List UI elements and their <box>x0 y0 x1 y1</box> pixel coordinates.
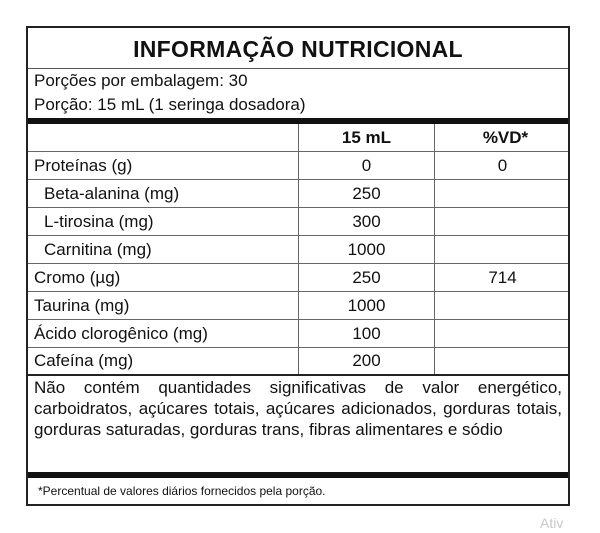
table-row <box>28 208 568 236</box>
header-name <box>34 124 300 151</box>
nutrient-quantity: 200 <box>298 348 434 374</box>
nutrient-quantity: 300 <box>298 208 434 235</box>
nutrient-name: Ácido clorogênico (mg) <box>34 323 208 343</box>
nutrient-name: Cromo (µg) <box>34 267 121 287</box>
nutrient-quantity: 250 <box>298 180 434 207</box>
table-row <box>28 264 568 292</box>
table-row <box>28 348 568 376</box>
footer-rule <box>28 472 568 478</box>
header-quantity: 15 mL <box>298 124 434 151</box>
nutrient-name: Beta-alanina (mg) <box>44 183 180 203</box>
servings-per-package: Porções por embalagem: 30 <box>34 71 248 90</box>
nutrient-name: Taurina (mg) <box>34 295 130 315</box>
nutrient-vd <box>434 180 570 207</box>
nutrition-facts-panel <box>26 26 570 506</box>
table-row <box>28 180 568 208</box>
nutrient-vd <box>434 320 570 347</box>
table-row <box>28 292 568 320</box>
label-title: INFORMAÇÃO NUTRICIONAL <box>133 36 463 62</box>
title-divider <box>28 68 568 69</box>
nutrient-quantity: 0 <box>298 152 434 179</box>
nutrient-vd <box>434 292 570 319</box>
table-row <box>28 320 568 348</box>
nutrient-vd <box>434 236 570 263</box>
nutrient-quantity: 250 <box>298 264 434 291</box>
nutrient-name: Proteínas (g) <box>34 155 133 175</box>
table-header-row <box>28 124 568 152</box>
nutrient-vd: 0 <box>434 152 570 179</box>
nutrient-vd <box>434 208 570 235</box>
nutrient-name: Cafeína (mg) <box>34 351 134 370</box>
watermark-text: Ativ <box>540 515 564 531</box>
nutrient-vd: 714 <box>434 264 570 291</box>
daily-value-footnote: *Percentual de valores diários fornecidos pela porção. <box>38 484 326 498</box>
nutrient-quantity: 1000 <box>298 236 434 263</box>
table-row <box>28 152 568 180</box>
nutrient-vd <box>434 348 570 374</box>
nutrient-name: L-tirosina (mg) <box>44 211 154 231</box>
serving-size: Porção: 15 mL (1 seringa dosadora) <box>34 95 306 114</box>
header-vd: %VD* <box>434 124 570 151</box>
nutrient-quantity: 100 <box>298 320 434 347</box>
nutrient-quantity: 1000 <box>298 292 434 319</box>
nutrient-name: Carnitina (mg) <box>44 239 152 259</box>
table-row <box>28 236 568 264</box>
insignificant-amounts-note: Não contém quantidades significativas de valor energético, carboidratos, açúcares totais, açúcares adicionados, gorduras totais, gorduras saturadas, gorduras trans, fibras alimentares e sódio <box>34 378 562 439</box>
